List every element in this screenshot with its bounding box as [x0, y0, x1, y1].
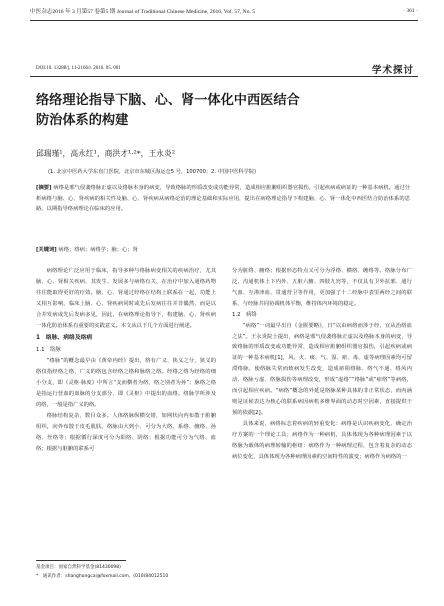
section-tag: 学术探讨 — [371, 65, 414, 76]
footnote-rule — [36, 560, 126, 561]
left-column — [36, 266, 216, 455]
keywords-text: 病络；络病；病络学；脑；心；肾 — [58, 247, 138, 253]
body-paragraph: 具体来说，病络标志着疾病的轻重变化：病络是认识疾病变化、确定治疗方案的一个理论工具；病络作为一种病机，具体体现为各种病理因素于以络脉为载体的病理转输的枢纽：病络作为一种病理过程，包含着复杂的动态病位变化，具体体现为各种病理因素的空间特性的演变；病络作为病络的一 — [232, 420, 412, 460]
footnote-funding: 基金项目：国家自然科学基金(81430098) — [36, 565, 121, 570]
running-header-left: 中医杂志2016 年 3 月第57 卷第5 期 Journal of Traditional Chinese Medicine, 2016, Vol. 57, No. 5 — [30, 9, 256, 15]
abstract — [36, 183, 410, 215]
authors: 邱瑞瑾¹，高永红¹，商洪才¹·²*，王永炎² — [36, 149, 175, 158]
abstract-label: [摘要] — [36, 185, 52, 191]
abstract-text: 病络是邪气侵袭络脉正虚以及络脉本身的病变，导致络脉的形质改变或功能异常，造成相应脏腑组织器官损伤，引起疾病或病证的一种基本病机。通过分析病络与脑、心、肾疾病的相关性及脑、心、肾疾病从病络论治的理论基础和实际应用，提出在病络理论指导下构建脑、心、肾一体化中西医结合防治体系的思路，以期指导络病理论在临床的应用。 — [36, 185, 411, 213]
article-title — [36, 91, 366, 131]
footnote-correspondence: * 通讯作者：shanghongcai@foxmail.com，(010)84012510 — [36, 574, 169, 579]
doi: DOI:10. 13288/j. 11-2166/r. 2016. 05. 001 — [36, 66, 121, 71]
body-paragraph: 病络理论广泛应用于临床，指导多种与络脉病变相关的疾病治疗，尤其脑、心、肾相关疾病，其发生、发展多与病络有关，在治疗中加入通络药物往往能取得更好的疗效。脑、心、肾通过经络在结构上联系在一起，功能上又相互影响，临床上脑、心、肾疾病同时或先后发病往往并非偶然，而是以合并发病或先后发病多见，因此，在病络理论指导下，构建脑、心、肾疾病一体化防治体系有重要的实践意义。本文从以下几个方面进行阐述。 — [36, 268, 216, 329]
subsection-heading: 1.2 病络 — [232, 311, 257, 318]
body-paragraph: 分为脏络、腑络；根据形态特点又可分为浮络、横络、缠络等。络脉分布广泛，沟通机体上下内外、五脏六腑、四肢九窍等，不仅具有卫外抗邪、通行气血、互渗津血、贯通营卫等作用，更加强了十二经脉中表里两经之间的联系，与经脉共同协调机体平衡，维持体内环境的稳定。 — [232, 268, 412, 307]
body-paragraph: 络脉结构复杂，数目众多。人体络脉纵横交错，如网状向内布散于脏腑组织，向外布散于皮毛肌肤。络脉由大到小，可分为大络、系络、缠络、孙络、丝络等；根据循行深度可分为阳络、阴络；根据功能可分为气络、血络；根据与脏腑的联系可 — [36, 412, 216, 452]
title-line: 防治体系的构建 — [36, 113, 129, 128]
body-paragraph: “病络”一词最早出自《金匮要略》，曰“以由病络而涉于经，宜从治络血之法”。王永炎院士提出，病络是邪气侵袭络脉正虚以及络脉本身的病变，导致络脉的形质改变或功能异常，造成相应脏腑组织器官损伤，引起疾病或病证的一种基本病机[1]，风、火、痰、气、湿、瘀、毒、虚等病理因素均可留滞络脉，使络脉失常而致病发生改变，造成瘀阻络脉、络气不通、络风内动、络脉亏虚、络脉损伤等病理改变，形成“虚络”“络脉”或“瘀络”等病络，而引起相应疾病。“病络”概念的外延是络脉某种具体的非正常状态，而内涵则是证候表达为核心的联系病因病机多维界面的动态时空因素，直接提供干预的依据[2]。 — [232, 322, 412, 416]
page-number: · 361 · — [403, 8, 418, 14]
subsection-heading: 1.1 络脉 — [36, 347, 61, 354]
header-rule — [30, 20, 418, 21]
keywords — [36, 245, 138, 253]
footnotes — [36, 563, 226, 581]
right-column — [232, 266, 412, 462]
running-header — [30, 4, 418, 18]
body-paragraph: “络脉”的概念最早由《黄帝内经》提出，络有广义、狭义之分，狭义的络仅指经络之络，广义的络包含经络之络和脉络之络。经络之络为经络的细小分支，即《灵枢·脉度》中所言“支而横者为络，络之别者为孙”；脉络之络是指运行营血的血脉的分支部分，即《灵枢》中提出的血络。络脉学所涉及的络，一般是指广义的络。 — [36, 358, 216, 409]
keywords-label: [关键词] — [36, 247, 57, 253]
title-line: 络络理论指导下脑、心、肾一体化中西医结合 — [36, 93, 300, 108]
title-rule — [30, 76, 418, 77]
section-heading: 1 络脉、病络及络病 — [36, 335, 93, 342]
affiliation: (1. 北京中医药大学东直门医院，北京市东城区海运仓5 号，100700；2. 中国中医科学院) — [48, 169, 256, 175]
